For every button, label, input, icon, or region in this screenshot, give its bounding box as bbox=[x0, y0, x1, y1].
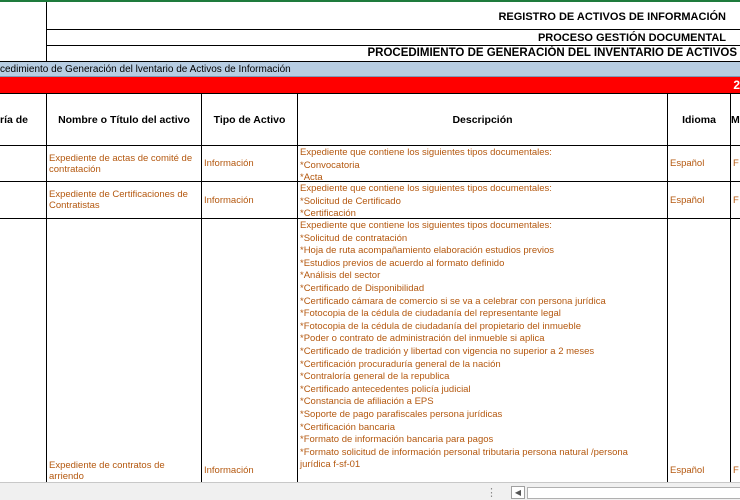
table-cell-language[interactable]: Español bbox=[668, 219, 731, 482]
col-header-asset-name[interactable]: Nombre o Título del activo bbox=[47, 94, 202, 146]
col-header-description[interactable]: Descripción bbox=[298, 94, 668, 146]
table-cell-description[interactable]: Expediente que contiene los siguientes tipos documentales: *Solicitud de Certificado *Certificación bbox=[298, 182, 668, 219]
register-title: REGISTRO DE ACTIVOS DE INFORMACIÓN bbox=[47, 2, 740, 30]
col-header-asset-type[interactable]: Tipo de Activo bbox=[202, 94, 298, 146]
table-cell-language[interactable]: Español bbox=[668, 182, 731, 219]
procedure-title: PROCEDIMIENTO DE GENERACIÓN DEL INVENTARIO DE ACTIVOS bbox=[47, 46, 740, 62]
table-cell-description[interactable]: Expediente que contiene los siguientes tipos documentales: *Solicitud de contratación *Hoja de ruta acompañamiento elaboración estudios previos *Estudios previos de acuerdo al formato definido *Análisis del sector *Certificado de Disponibilidad *Certificado cámara de comercio si se va a celebrar con persona jurídica *Fotocopia de la cédula de ciudadanía del representante legal *Fotocopia de la cédula de ciudadanía del propietario del inmueble *Poder o contrato de administración del inmueble si aplica *Certificado de tradición y libertad con vigencia no superior a 2 meses *Certificación procuraduría general de la nación *Contraloría general de la republica *Certificado antecedentes policía judicial *Constancia de afiliación a EPS *Soporte de pago parafiscales persona jurídicas *Certificación bancaria *Formato de información bancaria para pagos *Formato solicitud de información personal tributaria persona natural /persona jurídica f-sf-01 bbox=[298, 219, 668, 482]
splitter-handle-icon[interactable]: ⋮ bbox=[486, 487, 497, 499]
table-cell-asset-name[interactable]: Expediente de contratos de arriendo bbox=[47, 219, 202, 482]
table-cell[interactable] bbox=[0, 146, 47, 182]
section-label-row: cedimiento de Generación del lventario de Activos de Información bbox=[0, 62, 740, 77]
horizontal-scrollbar[interactable] bbox=[0, 482, 740, 500]
table-cell[interactable] bbox=[0, 219, 47, 482]
col-header-next[interactable]: M bbox=[731, 94, 740, 146]
table-cell-description[interactable]: Expediente que contiene los siguientes tipos documentales: *Convocatoria *Acta bbox=[298, 146, 668, 182]
table-cell-next[interactable]: F bbox=[731, 182, 740, 219]
scrollbar-thumb[interactable] bbox=[527, 487, 740, 499]
table-cell-next[interactable]: F bbox=[733, 465, 739, 476]
table-cell-asset-name[interactable]: Expediente de Certificaciones de Contratistas bbox=[47, 182, 202, 219]
table-cell-asset-type[interactable]: Información bbox=[202, 146, 298, 182]
scroll-left-arrow-icon[interactable]: ◀ bbox=[511, 486, 525, 499]
col-header-category[interactable]: ría de bbox=[0, 94, 47, 146]
col-header-language[interactable]: Idioma bbox=[668, 94, 731, 146]
red-band-row bbox=[0, 77, 740, 94]
red-band-number: 2 bbox=[733, 78, 740, 92]
logo-cell bbox=[0, 2, 47, 62]
table-cell-next[interactable]: F bbox=[731, 146, 740, 182]
process-title: PROCESO GESTIÓN DOCUMENTAL bbox=[47, 30, 740, 46]
table-cell[interactable] bbox=[0, 182, 47, 219]
table-cell-asset-type[interactable]: Información bbox=[202, 219, 298, 482]
table-cell-asset-name[interactable]: Expediente de actas de comité de contratación bbox=[47, 146, 202, 182]
table-cell-language[interactable]: Español bbox=[668, 146, 731, 182]
table-cell-asset-type[interactable]: Información bbox=[202, 182, 298, 219]
